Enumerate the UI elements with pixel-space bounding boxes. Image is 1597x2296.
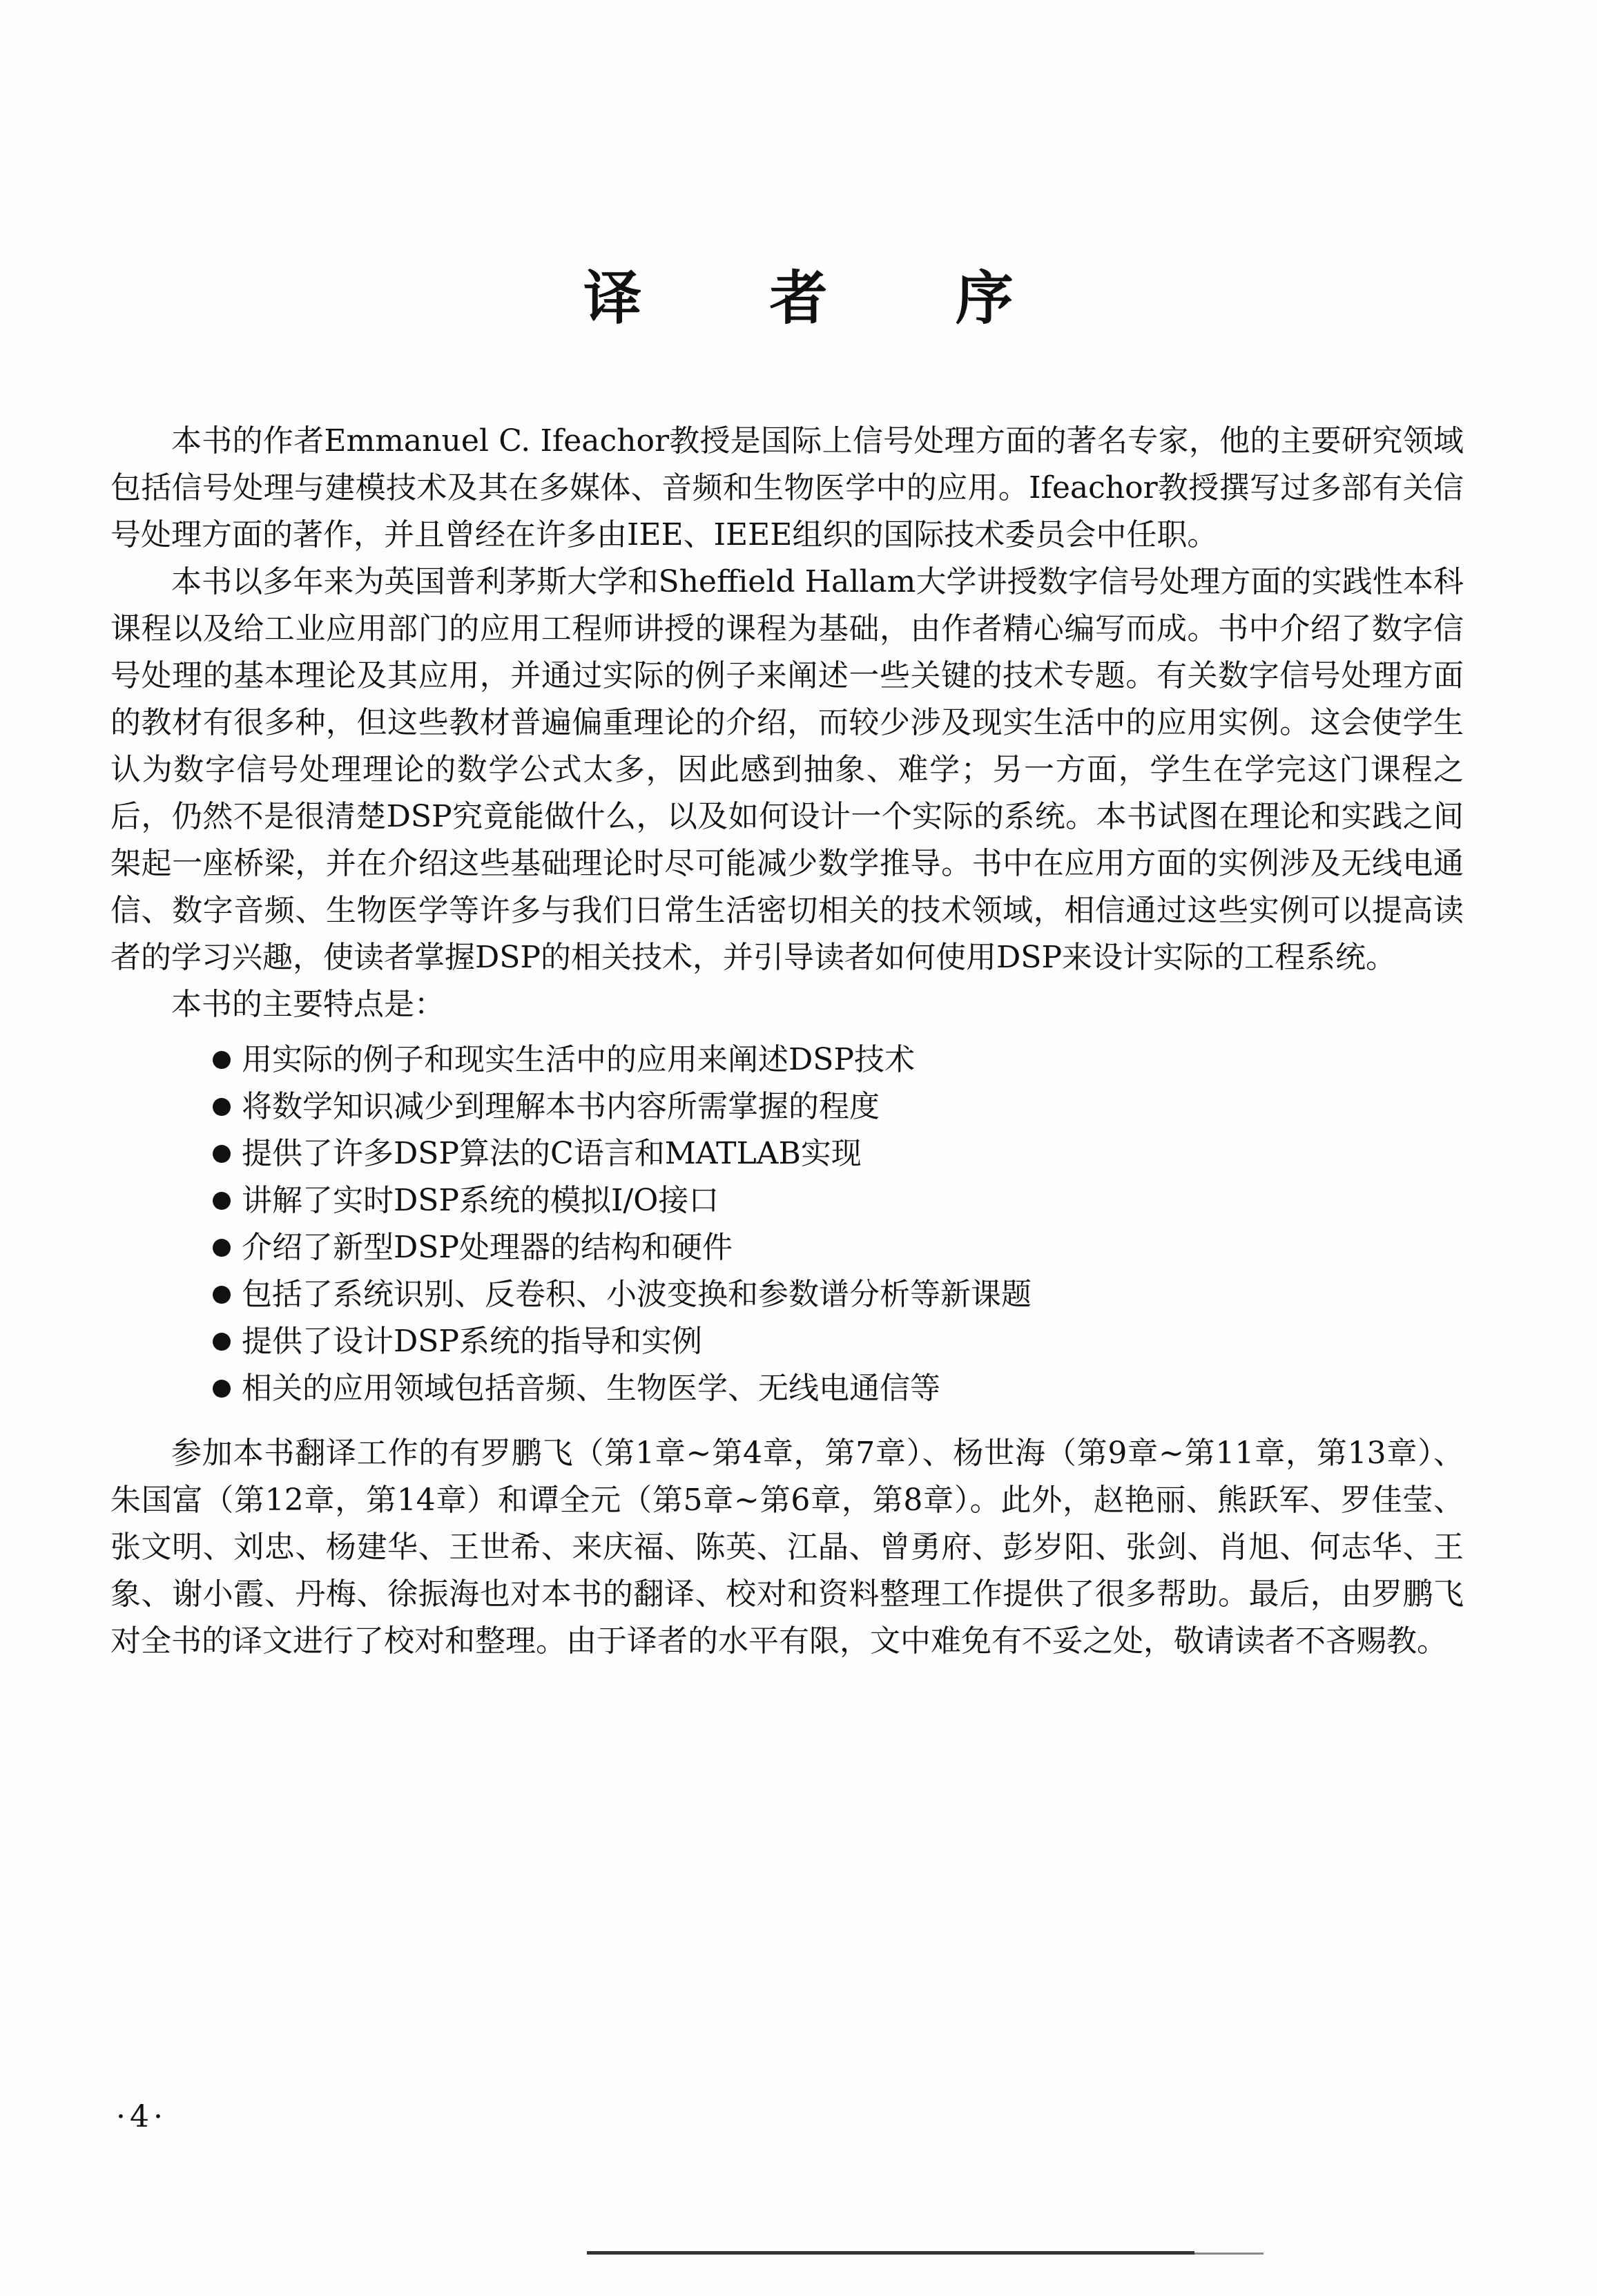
paragraph-author: 本书的作者Emmanuel C. Ifeachor教授是国际上信号处理方面的著名专家，他的主要研究领域包括信号处理与建模技术及其在多媒体、音频和生物医学中的应用。Ifeachor教授撰写过多部有关信号处理方面的著作，并且曾经在许多由IEE、IEEE组织的国际技术委员会中任职。	[110, 423, 1464, 552]
list-item	[110, 1318, 1464, 1365]
list-item-text: 提供了设计DSP系统的指导和实例	[242, 1324, 703, 1359]
bullet-icon	[213, 1286, 231, 1304]
bullet-icon	[213, 1051, 231, 1069]
paragraph-translators: 参加本书翻译工作的有罗鹏飞（第1章~第4章，第7章）、杨世海（第9章~第11章，第13章）、朱国富（第12章，第14章）和谭全元（第5章~第6章，第8章）。此外，赵艳丽、熊跃军、罗佳莹、张文明、刘忠、杨建华、王世希、来庆福、陈英、江晶、曾勇府、彭岁阳、张剑、肖旭、何志华、王象、谢小霞、丹梅、徐振海也对本书的翻译、校对和资料整理工作提供了很多帮助。最后，由罗鹏飞对全书的译文进行了校对和整理。由于译者的水平有限，文中难免有不妥之处，敬请读者不吝赐教。	[110, 1436, 1464, 1659]
bottom-scan-line-faded	[1194, 2252, 1264, 2255]
list-item-text: 介绍了新型DSP处理器的结构和硬件	[242, 1230, 733, 1265]
bullet-icon	[213, 1333, 231, 1351]
list-item-text: 提供了许多DSP算法的C语言和MATLAB实现	[242, 1136, 862, 1171]
list-item	[110, 1271, 1464, 1318]
list-item-text: 用实际的例子和现实生活中的应用来阐述DSP技术	[242, 1042, 916, 1077]
list-item	[110, 1224, 1464, 1271]
paragraph-overview: 本书以多年来为英国普利茅斯大学和Sheffield Hallam大学讲授数字信号处理方面的实践性本科课程以及给工业应用部门的应用工程师讲授的课程为基础，由作者精心编写而成。书中介绍了数字信号处理的基本理论及其应用，并通过实际的例子来阐述一些关键的技术专题。有关数字信号处理方面的教材有很多种，但这些教材普遍偏重理论的介绍，而较少涉及现实生活中的应用实例。这会使学生认为数字信号处理理论的数学公式太多，因此感到抽象、难学；另一方面，学生在学完这门课程之后，仍然不是很清楚DSP究竟能做什么，以及如何设计一个实际的系统。本书试图在理论和实践之间架起一座桥梁，并在介绍这些基础理论时尽可能减少数学推导。书中在应用方面的实例涉及无线电通信、数字音频、生物医学等许多与我们日常生活密切相关的技术领域，相信通过这些实例可以提高读者的学习兴趣，使读者掌握DSP的相关技术，并引导读者如何使用DSP来设计实际的工程系统。	[110, 564, 1464, 975]
list-item-text: 讲解了实时DSP系统的模拟I/O接口	[242, 1183, 719, 1218]
list-item-text: 包括了系统识别、反卷积、小波变换和参数谱分析等新课题	[242, 1277, 1032, 1312]
paragraph-features-intro: 本书的主要特点是：	[171, 987, 445, 1022]
bottom-scan-line	[587, 2251, 1194, 2255]
bullet-icon	[213, 1380, 231, 1398]
list-item-text: 相关的应用领域包括音频、生物医学、无线电通信等	[242, 1371, 940, 1406]
list-item	[110, 1365, 1464, 1412]
bullet-icon	[213, 1145, 231, 1163]
feature-list	[110, 1036, 1464, 1412]
list-item	[110, 1130, 1464, 1177]
list-item-text: 将数学知识减少到理解本书内容所需掌握的程度	[242, 1089, 880, 1124]
list-item	[110, 1177, 1464, 1224]
list-item	[110, 1036, 1464, 1083]
body-content	[110, 418, 1464, 1665]
list-item	[110, 1083, 1464, 1130]
bullet-icon	[213, 1192, 231, 1210]
page-number: ·4·	[116, 2099, 167, 2134]
bullet-icon	[213, 1239, 231, 1257]
bullet-icon	[213, 1098, 231, 1116]
page-title: 译 者 序	[583, 264, 1067, 332]
